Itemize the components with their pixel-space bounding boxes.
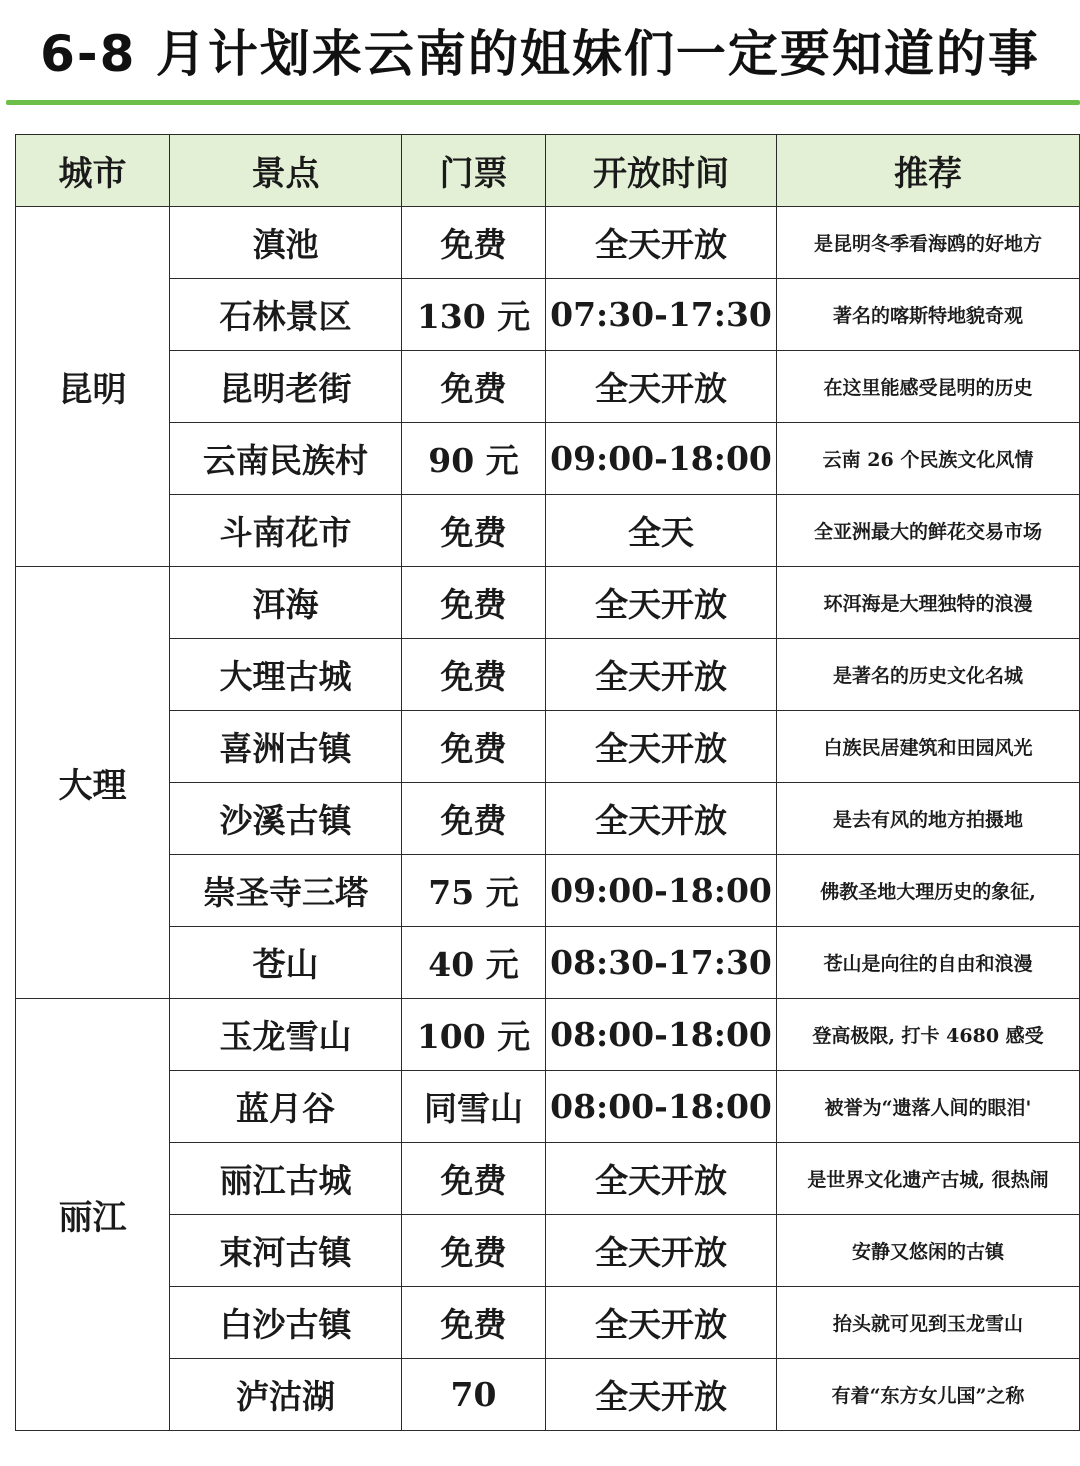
ticket-cell: 免费	[402, 567, 546, 639]
table-row	[16, 351, 1080, 423]
hours-cell: 全天开放	[546, 351, 777, 423]
ticket-cell: 免费	[402, 495, 546, 567]
recommendation-cell: 安静又悠闲的古镇	[777, 1215, 1080, 1287]
ticket-cell: 免费	[402, 1287, 546, 1359]
header-city: 城市	[16, 135, 170, 207]
recommendation-cell: 是去有风的地方拍摄地	[777, 783, 1080, 855]
spot-cell: 丽江古城	[170, 1143, 402, 1215]
recommendation-cell: 在这里能感受昆明的历史	[777, 351, 1080, 423]
page-title: 6-8 月计划来云南的姐妹们一定要知道的事	[40, 25, 1040, 83]
attractions-table	[15, 134, 1080, 1431]
ticket-cell: 100 元	[402, 999, 546, 1071]
recommendation-cell: 白族民居建筑和田园风光	[777, 711, 1080, 783]
hours-cell: 全天开放	[546, 783, 777, 855]
recommendation-cell: 抬头就可见到玉龙雪山	[777, 1287, 1080, 1359]
recommendation-cell: 全亚洲最大的鲜花交易市场	[777, 495, 1080, 567]
spot-cell: 洱海	[170, 567, 402, 639]
spot-cell: 大理古城	[170, 639, 402, 711]
spot-cell: 滇池	[170, 207, 402, 279]
ticket-cell: 免费	[402, 207, 546, 279]
hours-cell: 全天开放	[546, 639, 777, 711]
recommendation-cell: 苍山是向往的自由和浪漫	[777, 927, 1080, 999]
recommendation-cell: 佛教圣地大理历史的象征,	[777, 855, 1080, 927]
hours-cell: 全天开放	[546, 1143, 777, 1215]
table-row	[16, 279, 1080, 351]
recommendation-cell: 是著名的历史文化名城	[777, 639, 1080, 711]
city-cell: 大理	[16, 567, 170, 999]
table-row	[16, 423, 1080, 495]
table-row	[16, 1359, 1080, 1431]
hours-cell: 09:00-18:00	[546, 855, 777, 927]
spot-cell: 云南民族村	[170, 423, 402, 495]
spot-cell: 昆明老街	[170, 351, 402, 423]
recommendation-cell: 有着“东方女儿国”之称	[777, 1359, 1080, 1431]
spot-cell: 沙溪古镇	[170, 783, 402, 855]
spot-cell: 石林景区	[170, 279, 402, 351]
table-row	[16, 1215, 1080, 1287]
ticket-cell: 70	[402, 1359, 546, 1431]
hours-cell: 08:30-17:30	[546, 927, 777, 999]
table-row	[16, 999, 1080, 1071]
city-cell: 丽江	[16, 999, 170, 1431]
hours-cell: 08:00-18:00	[546, 1071, 777, 1143]
recommendation-cell: 著名的喀斯特地貌奇观	[777, 279, 1080, 351]
spot-cell: 蓝月谷	[170, 1071, 402, 1143]
table-row	[16, 567, 1080, 639]
recommendation-cell: 云南 26 个民族文化风情	[777, 423, 1080, 495]
ticket-cell: 免费	[402, 1215, 546, 1287]
spot-cell: 斗南花市	[170, 495, 402, 567]
ticket-cell: 免费	[402, 711, 546, 783]
ticket-cell: 90 元	[402, 423, 546, 495]
ticket-cell: 40 元	[402, 927, 546, 999]
table-row	[16, 711, 1080, 783]
ticket-cell: 免费	[402, 1143, 546, 1215]
header-hours: 开放时间	[546, 135, 777, 207]
hours-cell: 全天开放	[546, 207, 777, 279]
table-row	[16, 207, 1080, 279]
ticket-cell: 免费	[402, 351, 546, 423]
table-row	[16, 927, 1080, 999]
table-row	[16, 1071, 1080, 1143]
hours-cell: 全天	[546, 495, 777, 567]
header-ticket: 门票	[402, 135, 546, 207]
city-cell: 昆明	[16, 207, 170, 567]
table-row	[16, 1143, 1080, 1215]
table-row	[16, 783, 1080, 855]
spot-cell: 喜洲古镇	[170, 711, 402, 783]
spot-cell: 崇圣寺三塔	[170, 855, 402, 927]
recommendation-cell: 是昆明冬季看海鸥的好地方	[777, 207, 1080, 279]
hours-cell: 09:00-18:00	[546, 423, 777, 495]
hours-cell: 全天开放	[546, 1359, 777, 1431]
table-row	[16, 1287, 1080, 1359]
table-row	[16, 495, 1080, 567]
spot-cell: 苍山	[170, 927, 402, 999]
title-underline	[6, 100, 1080, 105]
ticket-cell: 免费	[402, 783, 546, 855]
hours-cell: 全天开放	[546, 711, 777, 783]
hours-cell: 07:30-17:30	[546, 279, 777, 351]
recommendation-cell: 环洱海是大理独特的浪漫	[777, 567, 1080, 639]
recommendation-cell: 登高极限, 打卡 4680 感受	[777, 999, 1080, 1071]
spot-cell: 玉龙雪山	[170, 999, 402, 1071]
header-recommendation: 推荐	[777, 135, 1080, 207]
table-header-row	[16, 135, 1080, 207]
ticket-cell: 免费	[402, 639, 546, 711]
ticket-cell: 75 元	[402, 855, 546, 927]
hours-cell: 全天开放	[546, 567, 777, 639]
table-row	[16, 639, 1080, 711]
recommendation-cell: 被誉为“遗落人间的眼泪'	[777, 1071, 1080, 1143]
ticket-cell: 同雪山	[402, 1071, 546, 1143]
table-row	[16, 855, 1080, 927]
recommendation-cell: 是世界文化遗产古城, 很热闹	[777, 1143, 1080, 1215]
hours-cell: 全天开放	[546, 1287, 777, 1359]
hours-cell: 全天开放	[546, 1215, 777, 1287]
spot-cell: 白沙古镇	[170, 1287, 402, 1359]
spot-cell: 束河古镇	[170, 1215, 402, 1287]
header-spot: 景点	[170, 135, 402, 207]
ticket-cell: 130 元	[402, 279, 546, 351]
spot-cell: 泸沽湖	[170, 1359, 402, 1431]
hours-cell: 08:00-18:00	[546, 999, 777, 1071]
